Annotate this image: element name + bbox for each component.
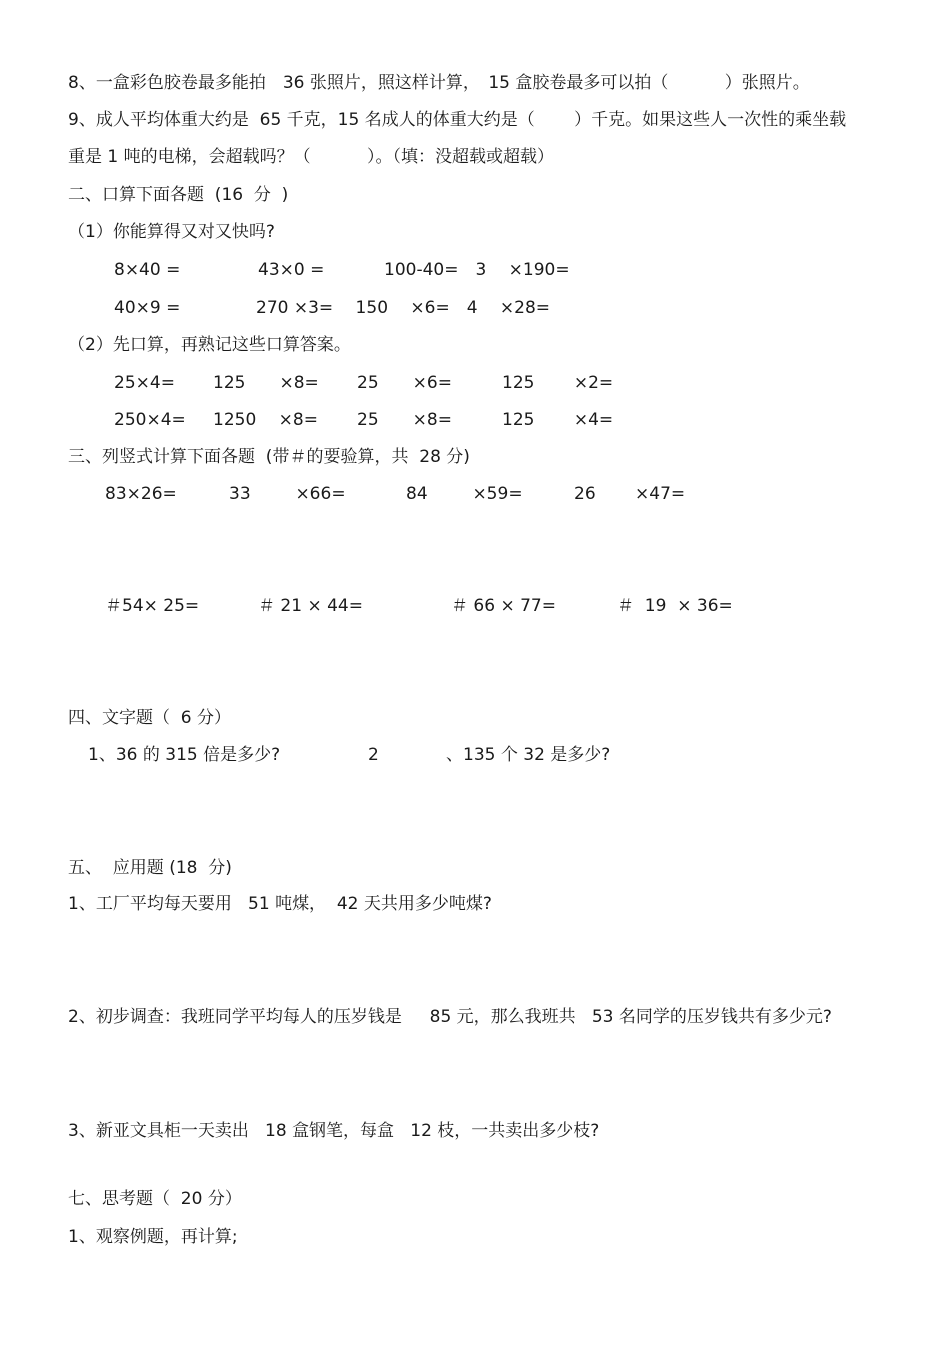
question-8: 8、一盒彩色胶卷最多能拍 36 张照片，照这样计算， 15 盒胶卷最多可以拍（ ）张照片。: [68, 73, 810, 93]
subsection-2-1-heading: （1）你能算得又对又快吗?: [68, 222, 275, 242]
vertical-calc-item: 33 ×66=: [229, 484, 346, 504]
subsection-2-2-heading: （2）先口算，再熟记这些口算答案。: [68, 335, 351, 355]
mental-math-item: 125 ×4=: [502, 410, 614, 430]
section-3-heading: 三、列竖式计算下面各题 (带＃的要验算，共 28 分): [68, 447, 470, 467]
mental-math-item: 125 ×2=: [502, 373, 614, 393]
application-problem-3: 3、新亚文具柜一天卖出 18 盒钢笔，每盒 12 枝，一共卖出多少枝?: [68, 1121, 600, 1141]
mental-math-item: 1250 ×8=: [213, 410, 318, 430]
mental-math-item: 250×4=: [114, 410, 186, 430]
word-problem-1: 1、36 的 315 倍是多少?: [88, 745, 281, 765]
mental-math-item: 25 ×8=: [357, 410, 452, 430]
vertical-calc-item: ＃ 21 × 44=: [258, 596, 363, 616]
mental-math-item: 25×4=: [114, 373, 175, 393]
mental-math-item: 270 ×3= 150 ×6= 4 ×28=: [256, 298, 551, 318]
section-5-heading: 五、 应用题 (18 分): [68, 858, 232, 878]
application-problem-1: 1、工厂平均每天要用 51 吨煤， 42 天共用多少吨煤?: [68, 894, 492, 914]
vertical-calc-item: 26 ×47=: [574, 484, 686, 504]
vertical-calc-item: ＃ 19 × 36=: [617, 596, 733, 616]
vertical-calc-item: ＃ 66 × 77=: [451, 596, 556, 616]
vertical-calc-item: 83×26=: [105, 484, 177, 504]
section-4-heading: 四、文字题（ 6 分）: [68, 708, 232, 728]
mental-math-item: 8×40 =: [114, 260, 181, 280]
word-problem-2: 、135 个 32 是多少?: [446, 745, 611, 765]
mental-math-item: 125 ×8=: [213, 373, 319, 393]
section-2-heading: 二、口算下面各题 (16 分 ): [68, 185, 289, 205]
thinking-problem-1: 1、观察例题，再计算;: [68, 1227, 238, 1247]
question-9-line-2: 重是 1 吨的电梯，会超载吗？（ ）。（填：没超载或超载）: [68, 147, 555, 167]
section-7-heading: 七、思考题（ 20 分）: [68, 1189, 242, 1209]
mental-math-item: 25 ×6=: [357, 373, 452, 393]
question-9-line-1: 9、成人平均体重大约是 65 千克，15 名成人的体重大约是（ ）千克。如果这些人一次性的乘坐载: [68, 110, 847, 130]
mental-math-item: 100-40= 3 ×190=: [384, 260, 570, 280]
vertical-calc-item: ＃54× 25=: [105, 596, 200, 616]
vertical-calc-item: 84 ×59=: [406, 484, 523, 504]
word-problem-2-number: 2: [368, 745, 379, 765]
application-problem-2: 2、初步调查：我班同学平均每人的压岁钱是 85 元，那么我班共 53 名同学的压岁钱共有多少元?: [68, 1007, 832, 1027]
mental-math-item: 40×9 =: [114, 298, 181, 318]
mental-math-item: 43×0 =: [258, 260, 325, 280]
